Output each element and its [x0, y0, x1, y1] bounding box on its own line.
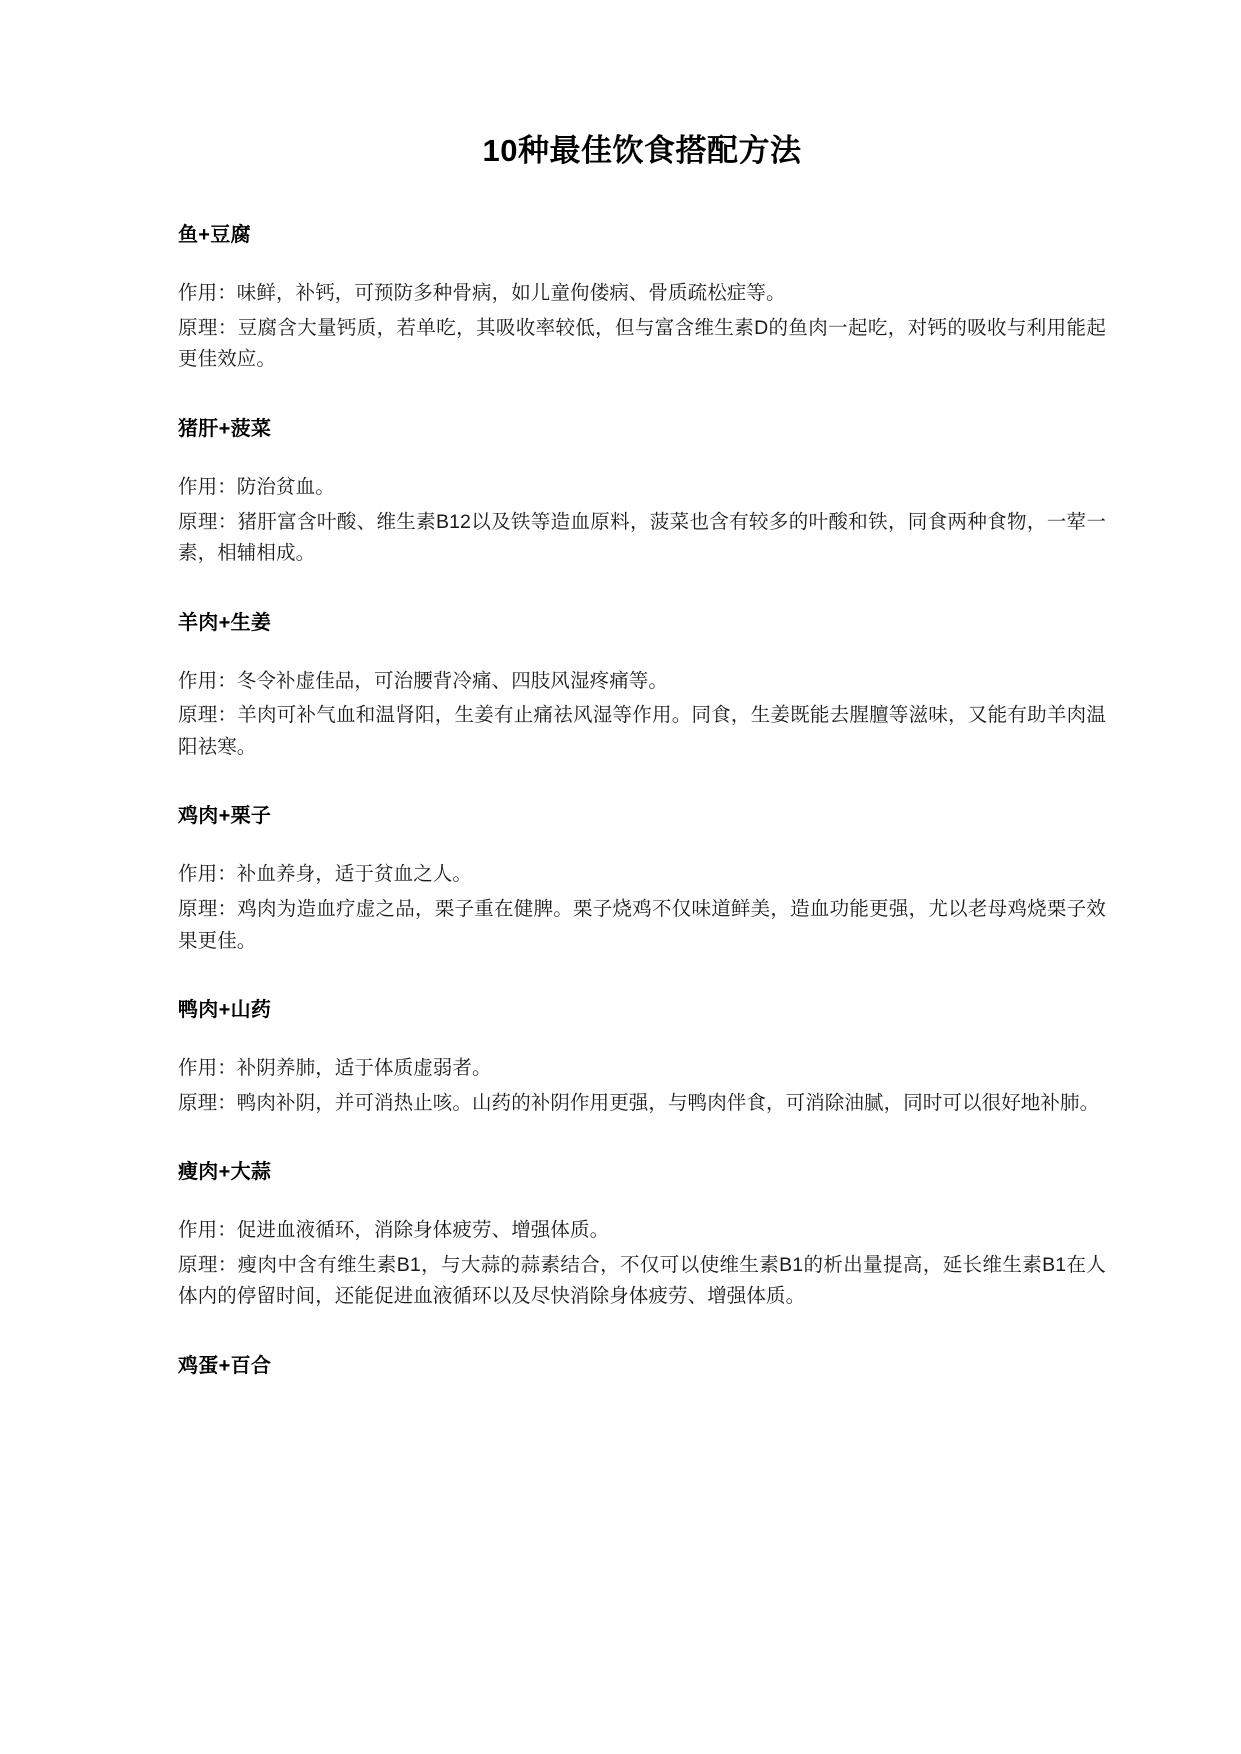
effect-paragraph: 作用：味鲜，补钙，可预防多种骨病，如儿童佝偻病、骨质疏松症等。	[178, 282, 786, 305]
section-body	[178, 859, 1106, 957]
section-heading: 猪肝+菠菜	[178, 417, 272, 440]
principle-paragraph: 原理：羊肉可补气血和温肾阳，生姜有止痛祛风湿等作用。同食，生姜既能去腥膻等滋味，又能有助羊肉温阳祛寒。	[178, 704, 1106, 758]
section-pork-liver-spinach	[178, 417, 1106, 570]
effect-paragraph: 作用：补阴养肺，适于体质虚弱者。	[178, 1057, 492, 1080]
principle-paragraph: 原理：鸡肉为造血疗虚之品，栗子重在健脾。栗子烧鸡不仅味道鲜美，造血功能更强，尤以老母鸡烧栗子效果更佳。	[178, 897, 1106, 952]
section-mutton-ginger	[178, 611, 1106, 764]
section-body	[178, 472, 1106, 570]
section-duck-yam	[178, 998, 1106, 1119]
section-body	[178, 278, 1106, 376]
principle-paragraph: 原理：豆腐含大量钙质，若单吃，其吸收率较低，但与富含维生素D的鱼肉一起吃，对钙的吸收与利用能起更佳效应。	[178, 316, 1106, 371]
principle-paragraph: 原理：鸭肉补阴，并可消热止咳。山药的补阴作用更强，与鸭肉伴食，可消除油腻，同时可以很好地补肺。	[178, 1091, 1100, 1114]
section-body	[178, 666, 1106, 764]
section-egg-lily	[178, 1354, 1106, 1379]
section-fish-tofu	[178, 223, 1106, 376]
section-body	[178, 1053, 1106, 1119]
section-chicken-chestnut	[178, 804, 1106, 957]
effect-paragraph: 作用：促进血液循环，消除身体疲劳、增强体质。	[178, 1219, 610, 1242]
section-heading: 鸭肉+山药	[178, 999, 272, 1022]
effect-paragraph: 作用：冬令补虚佳品，可治腰背冷痛、四肢风湿疼痛等。	[178, 669, 669, 692]
section-body	[178, 1215, 1106, 1313]
effect-paragraph: 作用：防治贫血。	[178, 475, 335, 498]
principle-paragraph: 原理：瘦肉中含有维生素B1，与大蒜的蒜素结合，不仅可以使维生素B1的析出量提高，延长维生素B1在人体内的停留时间，还能促进血液循环以及尽快消除身体疲劳、增强体质。	[178, 1253, 1106, 1308]
effect-paragraph: 作用：补血养身，适于贫血之人。	[178, 863, 473, 886]
section-heading: 鱼+豆腐	[178, 224, 251, 247]
principle-paragraph: 原理：猪肝富含叶酸、维生素B12以及铁等造血原料，菠菜也含有较多的叶酸和铁，同食两种食物，一荤一素，相辅相成。	[178, 510, 1106, 565]
section-heading: 瘦肉+大蒜	[178, 1161, 272, 1184]
page-title: 10种最佳饮食搭配方法	[482, 133, 802, 168]
section-heading: 羊肉+生姜	[178, 611, 272, 634]
section-heading: 鸡蛋+百合	[178, 1355, 272, 1378]
section-heading: 鸡肉+栗子	[178, 805, 272, 828]
section-lean-meat-garlic	[178, 1160, 1106, 1313]
